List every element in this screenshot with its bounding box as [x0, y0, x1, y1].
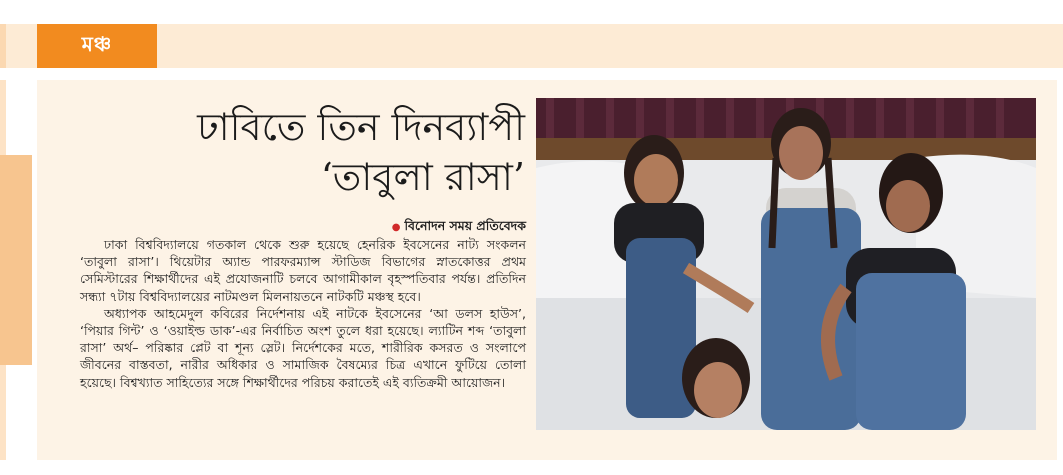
byline-text: বিনোদন সময় প্রতিবেদক — [404, 218, 526, 233]
body-paragraph-2: অধ্যাপক আহমেদুল কবিরের নির্দেশনায় এই নাটকে ইবসেনের ‘আ ডলস হাউস’, ‘পিয়ার গিন্ট’ ও ‘ওয়াইল্ড ডাক’-এর নির্বাচিত অংশ তুলে ধরা হয়েছে। ল্যাটিন শব্দ ‘তাবুলা রাসা’ অর্থ– পরিষ্কার প্লেট বা শূন্য স্লেট। নির্দেশকের মতে, শারীরিক কসরত ও সংলাপে জীবনের বাস্তবতা, নারীর অধিকার ও সামাজিক বৈষম্যের চিত্র এখানে ফুটিয়ে তোলা হয়েছে। বিশ্বখ্যাত সাহিত্যের সঙ্গে শিক্ষার্থীদের পরিচয় করাতেই এই ব্যতিক্রমী আয়োজন। — [80, 305, 526, 390]
article-body — [80, 236, 526, 391]
left-margin-strip — [0, 24, 6, 68]
article-photo — [536, 98, 1036, 430]
byline — [330, 218, 526, 238]
bullet-icon: ● — [391, 222, 401, 233]
headline-line-1: ঢাবিতে তিন দিনব্যাপী — [197, 105, 525, 149]
section-label[interactable]: মঞ্চ — [37, 24, 157, 68]
stage-photo-image — [536, 98, 1036, 430]
headline-line-2: ‘তাবুলা রাসা’ — [320, 155, 525, 199]
body-paragraph-1: ঢাকা বিশ্ববিদ্যালয়ে গতকাল থেকে শুরু হয়েছে হেনরিক ইবসেনের নাট্য সংকলন ‘তাবুলা রাসা’। থিয়েটার অ্যান্ড পারফরম্যান্স স্টাডিজ বিভাগের স্নাতকোত্তর প্রথম সেমিস্টারের শিক্ষার্থীদের এই প্রযোজনাটি চলবে আগামীকাল বৃহস্পতিবার পর্যন্ত। প্রতিদিন সন্ধ্যা ৭টায় বিশ্ববিদ্যালয়ের নাটমণ্ডল মিলনায়তনে নাটকটি মঞ্চস্থ হবে। — [80, 237, 526, 304]
section-header-band — [0, 24, 1063, 68]
left-accent-bar — [0, 155, 32, 365]
article-headline — [140, 102, 525, 202]
